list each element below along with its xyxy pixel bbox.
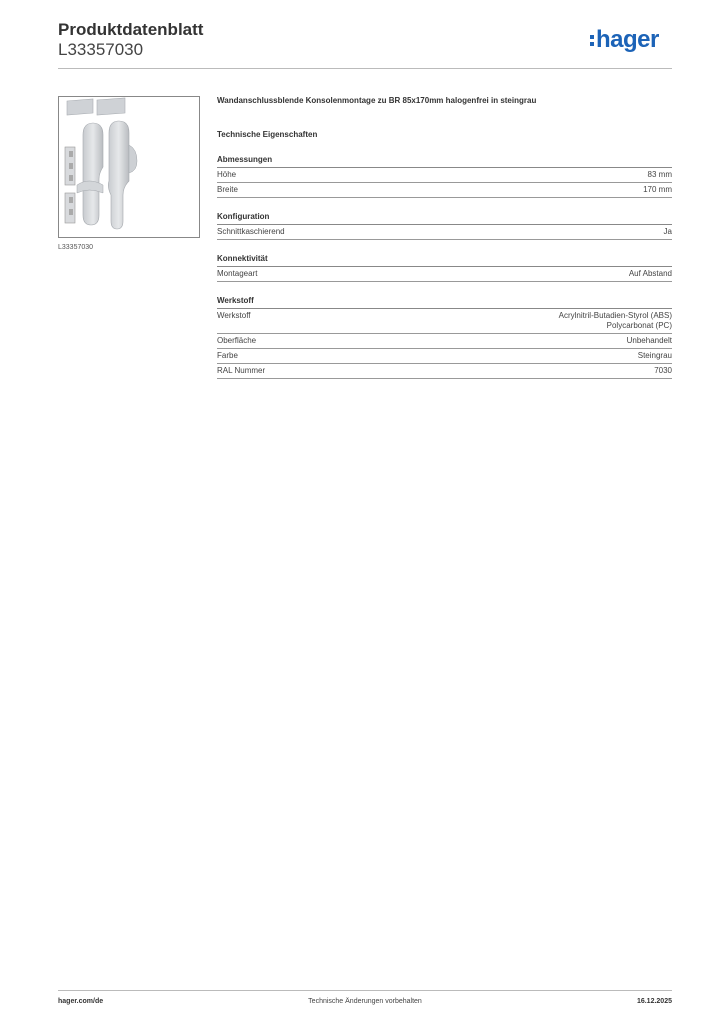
row-value	[559, 311, 672, 331]
table-row	[217, 364, 672, 379]
row-label: Breite	[217, 185, 238, 194]
row-label: Höhe	[217, 170, 237, 179]
row-label: Werkstoff	[217, 311, 251, 320]
header-divider	[58, 68, 672, 69]
product-number: L33357030	[58, 40, 144, 59]
row-value: 7030	[654, 366, 672, 375]
row-value: Auf Abstand	[628, 269, 672, 278]
document-header	[58, 20, 203, 60]
table-row	[217, 183, 672, 198]
group-title: Konnektivität	[217, 253, 672, 267]
hager-logo	[590, 28, 659, 52]
logo-dots-icon	[590, 35, 594, 46]
image-caption: L33357030	[58, 244, 94, 251]
footer-notice: Technische Änderungen vorbehalten	[308, 998, 422, 1005]
group-konnektivitaet	[217, 253, 672, 282]
table-row	[217, 168, 672, 183]
footer-divider	[58, 990, 672, 991]
logo-text: hager	[596, 26, 659, 53]
row-label: Oberfläche	[217, 336, 257, 345]
row-label: Montageart	[217, 269, 258, 278]
row-value: Unbehandelt	[626, 336, 672, 345]
group-title: Werkstoff	[217, 295, 672, 309]
row-value: 83 mm	[647, 170, 672, 179]
row-value: Steingrau	[637, 351, 672, 360]
product-illustration-icon	[59, 97, 199, 237]
row-label: Farbe	[217, 351, 238, 360]
row-value: 170 mm	[643, 185, 672, 194]
product-image	[58, 96, 200, 238]
row-label: Schnittkaschierend	[217, 227, 285, 236]
product-details	[217, 96, 672, 379]
row-value: Ja	[663, 227, 672, 236]
table-row	[217, 334, 672, 349]
footer-website-link[interactable]: hager.com/de	[58, 998, 104, 1005]
document-title: Produktdatenblatt	[58, 20, 204, 39]
table-row	[217, 267, 672, 282]
section-title: Technische Eigenschaften	[217, 130, 318, 139]
row-value-line-2: Polycarbonat (PC)	[606, 321, 672, 330]
table-row	[217, 225, 672, 240]
table-row	[217, 349, 672, 364]
group-abmessungen	[217, 154, 672, 198]
row-value-line-1: Acrylnitril-Butadien-Styrol (ABS)	[558, 311, 672, 320]
group-werkstoff	[217, 295, 672, 379]
footer-date: 16.12.2025	[636, 998, 672, 1005]
table-row	[217, 309, 672, 334]
group-title: Konfiguration	[217, 211, 672, 225]
group-title: Abmessungen	[217, 154, 672, 168]
product-description: Wandanschlussblende Konsolenmontage zu BR 85x170mm halogenfrei in steingrau	[217, 96, 537, 105]
row-label: RAL Nummer	[217, 366, 266, 375]
group-konfiguration	[217, 211, 672, 240]
